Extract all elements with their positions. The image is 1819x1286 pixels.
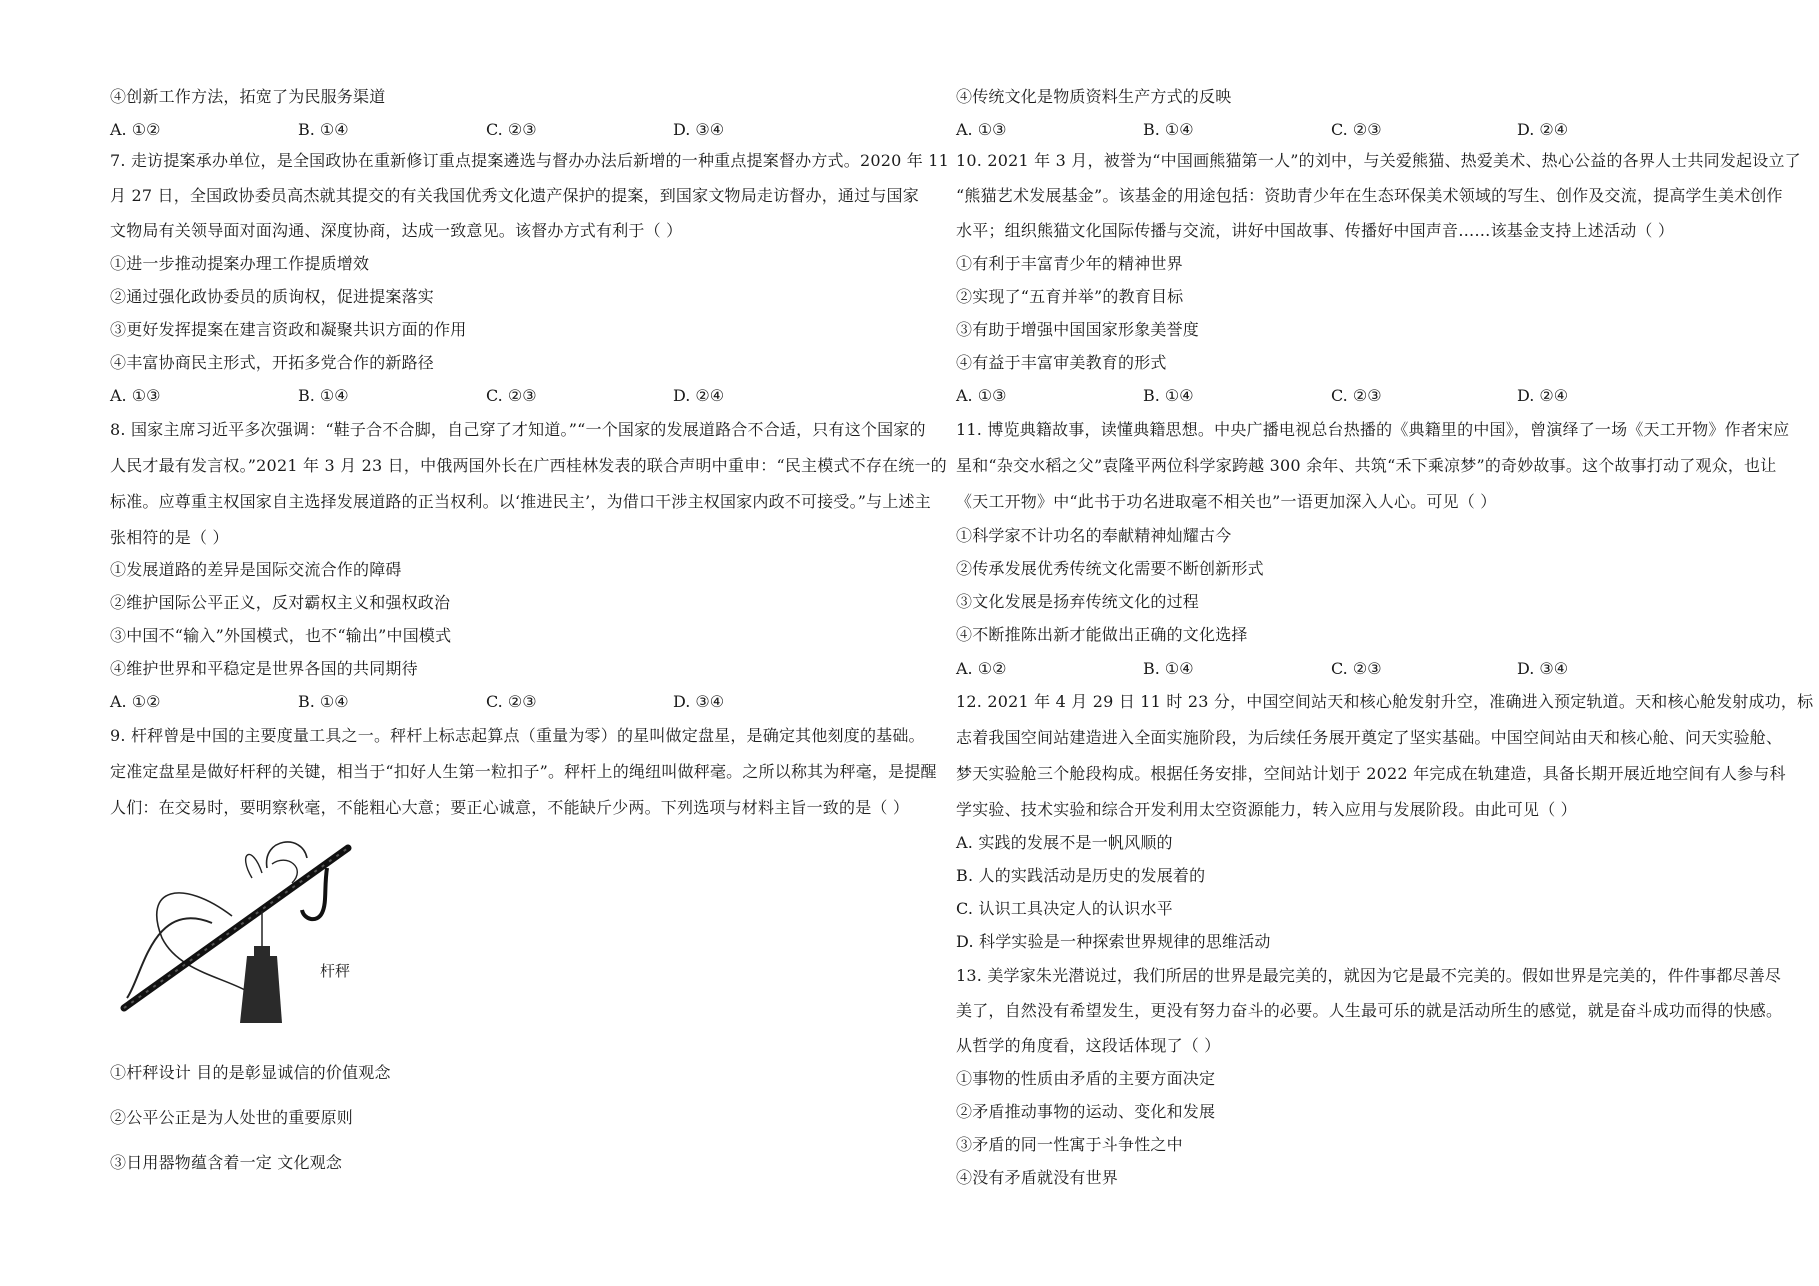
steelyard-illustration — [112, 828, 372, 1038]
choice-item: B. 人的实践活动是历史的发展着的 — [956, 866, 1206, 885]
answer-options — [956, 386, 1786, 406]
option-c: C. ②③ — [486, 120, 537, 139]
choice-item: ①事物的性质由矛盾的主要方面决定 — [956, 1069, 1216, 1088]
choice-item: ③矛盾的同一性寓于斗争性之中 — [956, 1135, 1183, 1154]
answer-options — [110, 386, 930, 406]
choice-item: ④维护世界和平稳定是世界各国的共同期待 — [110, 659, 418, 678]
choice-item: ②传承发展优秀传统文化需要不断创新形式 — [956, 559, 1264, 578]
choice-item: ④有益于丰富审美教育的形式 — [956, 353, 1167, 372]
answer-options — [956, 659, 1786, 679]
figure-caption: 杆秤 — [320, 962, 351, 980]
choice-item: ②实现了“五育并举”的教育目标 — [956, 287, 1184, 306]
choice-item: ②通过强化政协委员的质询权，促进提案落实 — [110, 287, 435, 306]
text-line: 水平；组织熊猫文化国际传播与交流，讲好中国故事、传播好中国声音……该基金支持上述活动（ ） — [956, 221, 1675, 240]
answer-options — [110, 120, 930, 140]
answer-options — [110, 692, 930, 712]
option-d: D. ②④ — [1517, 386, 1569, 405]
text-line: 星和“杂交水稻之父”袁隆平两位科学家跨越 300 余年、共筑“禾下乘凉梦”的奇妙故事。这个故事打动了观众，也让 — [956, 456, 1777, 475]
text-line: 学实验、技术实验和综合开发利用太空资源能力，转入应用与发展阶段。由此可见（ ） — [956, 800, 1577, 819]
steelyard-figure — [112, 828, 372, 1038]
choice-item: ①发展道路的差异是国际交流合作的障碍 — [110, 560, 402, 579]
text-line: “熊猫艺术发展基金”。该基金的用途包括：资助青少年在生态环保美术领域的写生、创作及交流，提高学生美术创作 — [956, 186, 1783, 205]
option-d: D. ③④ — [673, 692, 725, 711]
text-line: 文物局有关领导面对面沟通、深度协商，达成一致意见。该督办方式有利于（ ） — [110, 221, 683, 240]
choice-item: ③日用器物蕴含着一定 文化观念 — [110, 1153, 343, 1172]
option-d: D. ②④ — [1517, 120, 1569, 139]
choice-item: ①有利于丰富青少年的精神世界 — [956, 254, 1183, 273]
question-12-stem: 12. 2021 年 4 月 29 日 11 时 23 分，中国空间站天和核心舱发射升空，准确进入预定轨道。天和核心舱发射成功，标 — [956, 692, 1814, 711]
option-d: D. ③④ — [1517, 659, 1569, 678]
question-11-stem: 11. 博览典籍故事，读懂典籍思想。中央广播电视总台热播的《典籍里的中国》，曾演绎了一场《天工开物》作者宋应 — [956, 420, 1790, 439]
option-c: C. ②③ — [1331, 386, 1382, 405]
text-line: 从哲学的角度看，这段话体现了（ ） — [956, 1036, 1221, 1055]
text-line: 定准定盘星是做好杆秤的关键，相当于“扣好人生第一粒扣子”。秤杆上的绳纽叫做秤毫。之所以称其为秤毫，是提醒 — [110, 762, 937, 781]
choice-item: A. 实践的发展不是一帆风顺的 — [956, 833, 1173, 852]
option-c: C. ②③ — [486, 386, 537, 405]
option-a: A. ①③ — [110, 386, 161, 405]
question-7-stem: 7. 走访提案承办单位，是全国政协在重新修订重点提案遴选与督办办法后新增的一种重点提案督办方式。2020 年 11 — [110, 151, 950, 170]
option-a: A. ①③ — [956, 120, 1007, 139]
choice-item: ④丰富协商民主形式，开拓多党合作的新路径 — [110, 353, 435, 372]
option-a: A. ①② — [110, 692, 161, 711]
text-line: 美了，自然没有希望发生，更没有努力奋斗的必要。人生最可乐的就是活动所生的感觉，就是奋斗成功而得的快感。 — [956, 1001, 1783, 1020]
answer-options — [956, 120, 1786, 140]
choice-item: ④没有矛盾就没有世界 — [956, 1168, 1119, 1187]
text-line: 梦天实验舱三个舱段构成。根据任务安排，空间站计划于 2022 年完成在轨建造，具备长期开展近地空间有人参与科 — [956, 764, 1786, 783]
option-a: A. ①② — [110, 120, 161, 139]
choice-item: ④不断推陈出新才能做出正确的文化选择 — [956, 625, 1248, 644]
option-b: B. ①④ — [1143, 386, 1194, 405]
choice-item: ③文化发展是扬弃传统文化的过程 — [956, 592, 1200, 611]
choice-item: ②公平公正是为人处世的重要原则 — [110, 1108, 354, 1127]
text-line: ④创新工作方法，拓宽了为民服务渠道 — [110, 87, 386, 106]
choice-item: ①科学家不计功名的奉献精神灿耀古今 — [956, 526, 1232, 545]
choice-item: ④传统文化是物质资料生产方式的反映 — [956, 87, 1232, 106]
text-line: 志着我国空间站建造进入全面实施阶段，为后续任务展开奠定了坚实基础。中国空间站由天和核心舱、问天实验舱、 — [956, 728, 1783, 747]
text-line: 《天工开物》中“此书于功名进取毫不相关也”一语更加深入人心。可见（ ） — [956, 492, 1497, 511]
option-c: C. ②③ — [486, 692, 537, 711]
choice-item: ①进一步推动提案办理工作提质增效 — [110, 254, 370, 273]
question-13-stem: 13. 美学家朱光潜说过，我们所居的世界是最完美的，就因为它是最不完美的。假如世界是完美的，件件事都尽善尽 — [956, 966, 1782, 985]
option-b: B. ①④ — [298, 386, 349, 405]
choice-item: ③更好发挥提案在建言资政和凝聚共识方面的作用 — [110, 320, 467, 339]
choice-item: D. 科学实验是一种探索世界规律的思维活动 — [956, 932, 1271, 951]
choice-item: ③中国不“输入”外国模式，也不“输出”中国模式 — [110, 626, 452, 645]
choice-item: ②维护国际公平正义，反对霸权主义和强权政治 — [110, 593, 451, 612]
option-a: A. ①② — [956, 659, 1007, 678]
choice-item: C. 认识工具决定人的认识水平 — [956, 899, 1173, 918]
question-9-stem: 9. 杆秤曾是中国的主要度量工具之一。秤杆上标志起算点（重量为零）的星叫做定盘星，是确定其他刻度的基础。 — [110, 726, 925, 745]
text-line: 人民才最有发言权。”2021 年 3 月 23 日，中俄两国外长在广西桂林发表的联合声明中重申：“民主模式不存在统一的 — [110, 456, 947, 475]
option-c: C. ②③ — [1331, 659, 1382, 678]
choice-item: ①杆秤设计 目的是彰显诚信的价值观念 — [110, 1063, 391, 1082]
text-line: 张相符的是（ ） — [110, 528, 229, 547]
option-c: C. ②③ — [1331, 120, 1382, 139]
option-a: A. ①③ — [956, 386, 1007, 405]
text-line: 标准。应尊重主权国家自主选择发展道路的正当权利。以‘推进民主’，为借口干涉主权国家内政不可接受。”与上述主 — [110, 492, 931, 511]
option-b: B. ①④ — [1143, 659, 1194, 678]
text-line: 月 27 日，全国政协委员高杰就其提交的有关我国优秀文化遗产保护的提案，到国家文物局走访督办，通过与国家 — [110, 186, 919, 205]
option-d: D. ②④ — [673, 386, 725, 405]
question-10-stem: 10. 2021 年 3 月，被誉为“中国画熊猫第一人”的刘中，与关爱熊猫、热爱美术、热心公益的各界人士共同发起设立了 — [956, 151, 1801, 170]
choice-item: ②矛盾推动事物的运动、变化和发展 — [956, 1102, 1216, 1121]
text-line: 人们：在交易时，要明察秋毫，不能粗心大意；要正心诚意，不能缺斤少两。下列选项与材料主旨一致的是（ ） — [110, 798, 910, 817]
option-b: B. ①④ — [1143, 120, 1194, 139]
option-d: D. ③④ — [673, 120, 725, 139]
option-b: B. ①④ — [298, 120, 349, 139]
option-b: B. ①④ — [298, 692, 349, 711]
choice-item: ③有助于增强中国国家形象美誉度 — [956, 320, 1200, 339]
question-8-stem: 8. 国家主席习近平多次强调：“鞋子合不合脚，自己穿了才知道。”“一个国家的发展道路合不合适，只有这个国家的 — [110, 420, 926, 439]
